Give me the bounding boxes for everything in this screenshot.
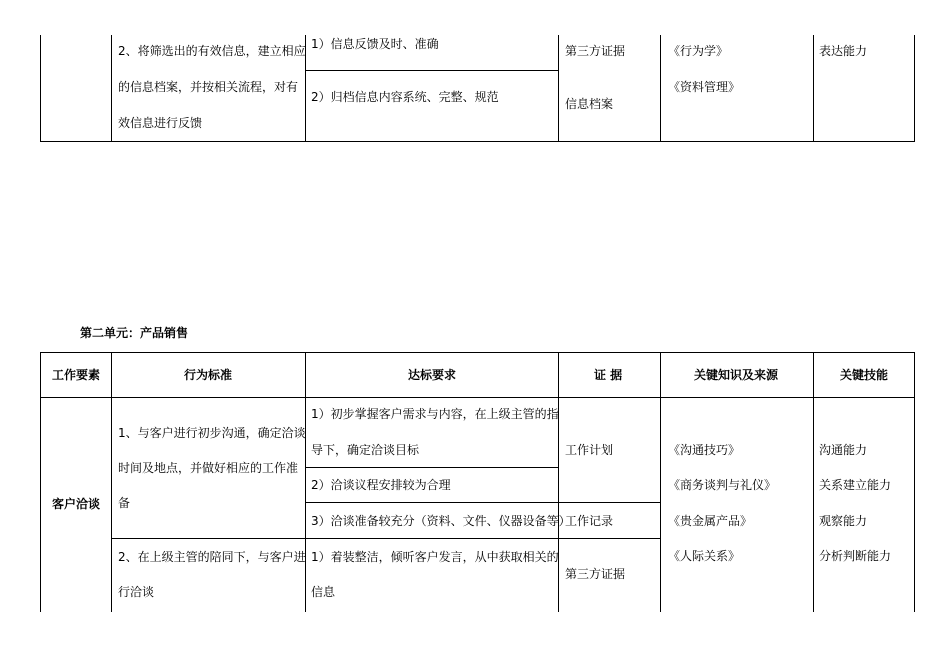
header-cell: 证 据 — [594, 368, 623, 382]
skill-item: 分析判断能力 — [819, 549, 892, 563]
top-knowledge: 《资料管理》 — [668, 80, 741, 94]
top-evidence: 信息档案 — [565, 97, 614, 111]
evidence-item: 工作记录 — [565, 514, 614, 528]
table-border — [660, 352, 661, 612]
table-border — [305, 502, 661, 503]
behavior-line: 时间及地点，并做好相应的工作准 — [118, 461, 299, 475]
header-cell: 达标要求 — [408, 368, 457, 382]
top-behavior-line: 效信息进行反馈 — [118, 116, 203, 130]
table-border — [111, 352, 112, 612]
table-border — [305, 70, 559, 71]
behavior-line: 1、与客户进行初步沟通，确定洽谈 — [118, 426, 306, 440]
requirement-line: 3）洽谈准备较充分（资料、文件、仪器设备等） — [311, 514, 571, 528]
evidence-item: 工作计划 — [565, 443, 614, 457]
top-knowledge: 《行为学》 — [668, 44, 729, 58]
top-behavior-line: 的信息档案，并按相关流程，对有 — [118, 80, 299, 94]
skill-item: 沟通能力 — [819, 443, 868, 457]
table-border — [40, 141, 915, 142]
knowledge-item: 《商务谈判与礼仪》 — [668, 478, 777, 492]
top-requirement: 1）信息反馈及时、准确 — [311, 37, 439, 51]
top-evidence: 第三方证据 — [565, 44, 626, 58]
knowledge-item: 《贵金属产品》 — [668, 514, 753, 528]
table-border — [40, 352, 915, 353]
requirement-line: 1）着装整洁，倾听客户发言，从中获取相关的 — [311, 550, 559, 564]
requirement-line: 1）初步掌握客户需求与内容，在上级主管的指 — [311, 407, 559, 421]
skill-item: 关系建立能力 — [819, 478, 892, 492]
top-requirement: 2）归档信息内容系统、完整、规范 — [311, 90, 499, 104]
knowledge-item: 《人际关系》 — [668, 549, 741, 563]
behavior-line: 备 — [118, 496, 131, 510]
behavior-line: 2、在上级主管的陪同下，与客户进 — [118, 550, 306, 564]
table-border — [914, 352, 915, 612]
requirement-line: 导下，确定洽谈目标 — [311, 443, 420, 457]
table-border — [305, 352, 306, 612]
table-border — [111, 35, 112, 142]
table-border — [558, 35, 559, 142]
work-element: 客户洽谈 — [52, 497, 101, 511]
section-title: 第二单元：产品销售 — [80, 326, 189, 340]
table-border — [40, 352, 41, 612]
skill-item: 观察能力 — [819, 514, 868, 528]
top-skill: 表达能力 — [819, 44, 868, 58]
requirement-line: 2）洽谈议程安排较为合理 — [311, 478, 451, 492]
table-border — [914, 35, 915, 142]
requirement-line: 信息 — [311, 585, 336, 599]
table-border — [660, 35, 661, 142]
behavior-line: 行洽谈 — [118, 585, 155, 599]
table-border — [813, 35, 814, 142]
evidence-item: 第三方证据 — [565, 567, 626, 581]
table-border — [305, 467, 559, 468]
header-cell: 关键技能 — [840, 368, 889, 382]
header-cell: 工作要素 — [52, 368, 101, 382]
top-behavior-line: 2、将筛选出的有效信息，建立相应 — [118, 44, 306, 58]
table-border — [558, 352, 559, 612]
table-border — [40, 397, 915, 398]
table-border — [813, 352, 814, 612]
knowledge-item: 《沟通技巧》 — [668, 443, 741, 457]
table-border — [111, 538, 661, 539]
header-cell: 关键知识及来源 — [694, 368, 779, 382]
table-border — [40, 35, 41, 142]
header-cell: 行为标准 — [184, 368, 233, 382]
